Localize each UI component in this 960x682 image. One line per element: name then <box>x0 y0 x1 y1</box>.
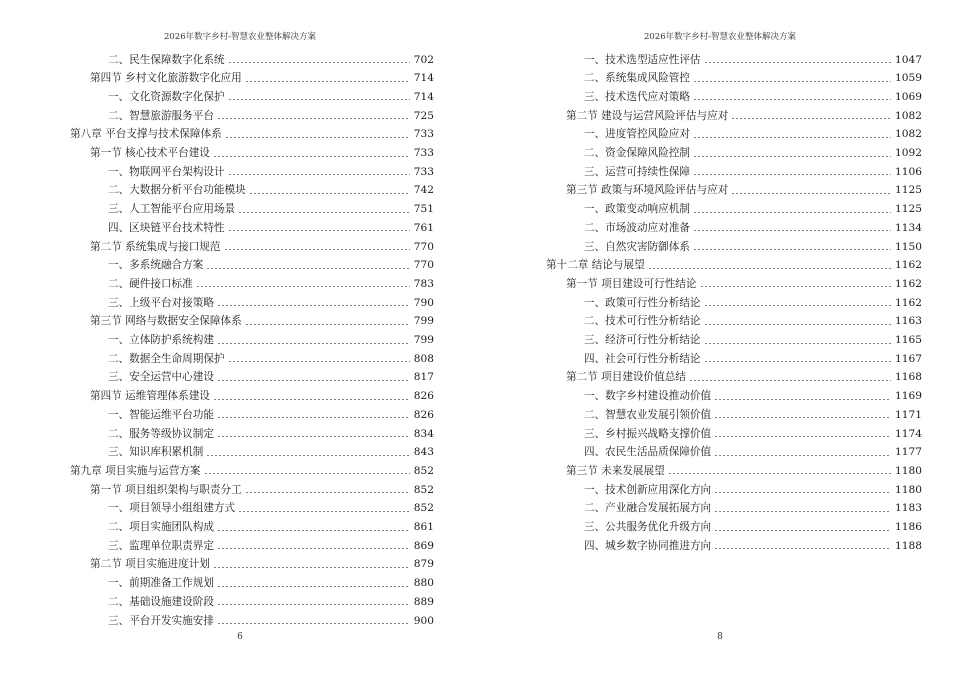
dot-leader <box>217 343 410 344</box>
toc-entry-title: 第九章 项目实施与运营方案 <box>70 464 201 477</box>
toc-entry-title: 三、上级平台对接策略 <box>108 296 214 309</box>
toc-entry-title: 一、智能运维平台功能 <box>108 408 214 421</box>
dot-leader <box>648 268 891 269</box>
toc-entry-title: 二、大数据分析平台功能模块 <box>108 184 246 197</box>
dot-leader <box>714 399 891 400</box>
toc-entry-title: 二、智慧农业发展引领价值 <box>584 408 712 421</box>
toc-entry[interactable] <box>108 403 434 422</box>
toc-entry-page: 1106 <box>895 165 922 178</box>
toc-entry[interactable] <box>108 572 434 591</box>
toc-entry-title: 一、前期准备工作规划 <box>108 577 214 590</box>
dot-leader <box>217 586 410 587</box>
page-number: 6 <box>237 632 243 642</box>
toc-entry-page: 852 <box>413 502 434 515</box>
toc-entry[interactable] <box>108 216 434 235</box>
dot-leader <box>249 193 410 194</box>
toc-entry[interactable] <box>108 441 434 460</box>
dot-leader <box>693 81 891 82</box>
toc-entry-page: 799 <box>413 334 434 347</box>
toc-entry[interactable] <box>584 198 922 217</box>
toc-entry-page: 1069 <box>895 90 922 103</box>
toc-entry-title: 三、公共服务优化升级方向 <box>584 521 712 534</box>
toc-entry[interactable] <box>108 534 434 553</box>
toc-entry-page: 900 <box>413 614 434 627</box>
toc-entry[interactable] <box>108 291 434 310</box>
dot-leader <box>714 436 891 437</box>
toc-entry-page: 714 <box>413 72 434 85</box>
dot-leader <box>217 417 410 418</box>
toc-entry-page: 1134 <box>895 221 922 234</box>
toc-entry-page: 1150 <box>895 240 922 253</box>
toc-entry-title: 一、政策可行性分析结论 <box>584 296 701 309</box>
dot-leader <box>693 137 891 138</box>
toc-entry-title: 一、数字乡村建设推动价值 <box>584 390 712 403</box>
toc-entry[interactable] <box>108 329 434 348</box>
dot-leader <box>225 137 410 138</box>
toc-entry-title: 第三节 未来发展展望 <box>566 464 665 477</box>
dot-leader <box>204 473 410 474</box>
toc-entry[interactable] <box>566 459 922 478</box>
toc-entry-title: 二、基础设施建设阶段 <box>108 595 214 608</box>
dot-leader <box>228 174 410 175</box>
toc-entry-title: 二、技术可行性分析结论 <box>584 315 701 328</box>
toc-entry-page: 733 <box>413 147 434 160</box>
toc-entry-page: 826 <box>413 408 434 421</box>
dot-leader <box>217 118 410 119</box>
toc-entry[interactable] <box>108 516 434 535</box>
toc-entry[interactable] <box>90 235 434 254</box>
toc-entry-page: 834 <box>413 427 434 440</box>
dot-leader <box>704 361 892 362</box>
page-number: 8 <box>717 632 723 642</box>
toc-entry-title: 第二节 建设与运营风险评估与应对 <box>566 109 729 122</box>
toc-entry-title: 三、技术迭代应对策略 <box>584 90 690 103</box>
toc-entry[interactable] <box>90 478 434 497</box>
toc-entry-page: 852 <box>413 483 434 496</box>
dot-leader <box>206 455 409 456</box>
toc-entry-page: 1162 <box>895 277 922 290</box>
toc-entry-title: 一、政策变动响应机制 <box>584 203 690 216</box>
toc-entry[interactable] <box>584 329 922 348</box>
dot-leader <box>689 380 891 381</box>
toc-entry-page: 799 <box>413 315 434 328</box>
toc-entry-page: 1047 <box>895 53 922 66</box>
toc-entry[interactable] <box>584 291 922 310</box>
toc-entry-title: 二、项目实施团队构成 <box>108 521 214 534</box>
toc-entry-title: 三、人工智能平台应用场景 <box>108 203 236 216</box>
toc-entry-page: 869 <box>413 539 434 552</box>
toc-entry-page: 733 <box>413 128 434 141</box>
dot-leader <box>224 249 410 250</box>
toc-entry[interactable] <box>584 48 922 67</box>
toc-entry[interactable] <box>584 67 922 86</box>
toc-entry[interactable] <box>584 347 922 366</box>
dot-leader <box>704 62 892 63</box>
toc-entry[interactable] <box>70 459 434 478</box>
dot-leader <box>213 567 410 568</box>
toc-entry-title: 三、监理单位职责界定 <box>108 539 214 552</box>
dot-leader <box>217 548 410 549</box>
toc-entry-page: 1092 <box>895 147 922 160</box>
toc-entry-title: 一、立体防护系统构建 <box>108 334 214 347</box>
dot-leader <box>213 399 410 400</box>
toc-entry-title: 三、经济可行性分析结论 <box>584 334 701 347</box>
toc-entry-page: 1082 <box>895 128 922 141</box>
toc-entry-page: 783 <box>413 277 434 290</box>
toc-entry-page: 808 <box>413 352 434 365</box>
toc-entry[interactable] <box>108 272 434 291</box>
toc-entry-page: 817 <box>413 371 434 384</box>
toc-entry[interactable] <box>584 534 922 553</box>
toc-entry-page: 702 <box>413 53 434 66</box>
toc-entry[interactable] <box>584 85 922 104</box>
toc-entry-page: 1082 <box>895 109 922 122</box>
toc-entry-page: 1183 <box>895 502 922 515</box>
dot-leader <box>693 156 891 157</box>
toc-entry-title: 第一节 核心技术平台建设 <box>90 147 210 160</box>
toc-entry-page: 1125 <box>895 203 922 216</box>
toc-entry-title: 四、农民生活品质保障价值 <box>584 446 712 459</box>
page-header: 2026年数字乡村-智慧农业整体解决方案 <box>643 32 796 42</box>
toc-entry-page: 880 <box>413 577 434 590</box>
toc-entry-page: 843 <box>413 446 434 459</box>
toc-entry-title: 一、项目领导小组组建方式 <box>108 502 236 515</box>
toc-entry-page: 826 <box>413 390 434 403</box>
dot-leader <box>693 99 891 100</box>
toc-entry[interactable] <box>108 254 434 273</box>
dot-leader <box>196 286 410 287</box>
toc-entry[interactable] <box>108 198 434 217</box>
dot-leader <box>213 156 410 157</box>
toc-entry-title: 第十二章 结论与展望 <box>546 259 645 272</box>
toc-entry-title: 四、社会可行性分析结论 <box>584 352 701 365</box>
dot-leader <box>731 193 891 194</box>
dot-leader <box>700 286 892 287</box>
dot-leader <box>693 174 891 175</box>
toc-entry-title: 三、乡村振兴战略支撑价值 <box>584 427 712 440</box>
toc-entry[interactable] <box>108 366 434 385</box>
dot-leader <box>714 530 891 531</box>
toc-entry-title: 二、数据全生命周期保护 <box>108 352 225 365</box>
toc-entry-title: 一、物联网平台架构设计 <box>108 165 225 178</box>
toc-entry[interactable] <box>108 497 434 516</box>
toc-entry[interactable] <box>108 609 434 628</box>
dot-leader <box>238 511 410 512</box>
toc-entry[interactable] <box>108 347 434 366</box>
toc-entry[interactable] <box>584 478 922 497</box>
toc-entry[interactable] <box>584 516 922 535</box>
toc-entry-title: 二、民生保障数字化系统 <box>108 53 225 66</box>
toc-entry-page: 751 <box>413 203 434 216</box>
toc-entry-title: 第一节 项目组织架构与职责分工 <box>90 483 242 496</box>
toc-entry[interactable] <box>584 142 922 161</box>
toc-entry-page: 879 <box>413 558 434 571</box>
toc-entry-page: 714 <box>413 90 434 103</box>
toc-entry[interactable] <box>584 123 922 142</box>
toc-entry-title: 一、技术创新应用深化方向 <box>584 483 712 496</box>
toc-entry-title: 第一节 项目建设可行性结论 <box>566 277 697 290</box>
toc-entry-title: 一、进度管控风险应对 <box>584 128 690 141</box>
dot-leader <box>217 604 410 605</box>
toc-entry[interactable] <box>90 67 434 86</box>
toc-entry-title: 三、知识库积累机制 <box>108 446 204 459</box>
toc-entry-title: 第二节 系统集成与接口规范 <box>90 240 221 253</box>
toc-entry[interactable] <box>566 179 922 198</box>
toc-entry-page: 1169 <box>895 390 922 403</box>
toc-entry[interactable] <box>584 403 922 422</box>
toc-entry-title: 第二节 项目建设价值总结 <box>566 371 686 384</box>
toc-entry-title: 二、系统集成风险管控 <box>584 72 690 85</box>
dot-leader <box>714 417 891 418</box>
toc-entry[interactable] <box>584 310 922 329</box>
dot-leader <box>217 530 410 531</box>
toc-entry[interactable] <box>108 85 434 104</box>
toc-entry-page: 1162 <box>895 259 922 272</box>
dot-leader <box>217 623 410 624</box>
toc-entry[interactable] <box>70 123 434 142</box>
toc-entry[interactable] <box>90 385 434 404</box>
toc-entry-title: 二、服务等级协议制定 <box>108 427 214 440</box>
dot-leader <box>693 230 891 231</box>
toc-entry-page: 733 <box>413 165 434 178</box>
dot-leader <box>731 118 891 119</box>
dot-leader <box>714 548 891 549</box>
toc-entry-page: 889 <box>413 595 434 608</box>
toc-entry-page: 1165 <box>895 334 922 347</box>
toc-entry-title: 三、自然灾害防御体系 <box>584 240 690 253</box>
dot-leader <box>693 212 891 213</box>
toc-entry-page: 1167 <box>895 352 922 365</box>
toc-entry[interactable] <box>108 422 434 441</box>
toc-entry-page: 1171 <box>895 408 922 421</box>
toc-entry-title: 二、资金保障风险控制 <box>584 147 690 160</box>
toc-entry[interactable] <box>90 310 434 329</box>
dot-leader <box>714 511 891 512</box>
toc-entry[interactable] <box>90 553 434 572</box>
toc-entry-title: 第八章 平台支撑与技术保障体系 <box>70 128 222 141</box>
toc-entry-page: 1174 <box>895 427 922 440</box>
toc-entry[interactable] <box>108 590 434 609</box>
dot-leader <box>217 436 410 437</box>
toc-entry[interactable] <box>566 366 922 385</box>
toc-entry-title: 二、产业融合发展拓展方向 <box>584 502 712 515</box>
toc-entry-page: 1186 <box>895 521 922 534</box>
toc-entry-page: 742 <box>413 184 434 197</box>
dot-leader <box>704 343 892 344</box>
toc-entry[interactable] <box>584 385 922 404</box>
toc-entry-page: 1188 <box>895 539 922 552</box>
toc-entry-title: 第二节 项目实施进度计划 <box>90 558 210 571</box>
toc-entry[interactable] <box>566 104 922 123</box>
dot-leader <box>217 380 410 381</box>
toc-entry-page: 1162 <box>895 296 922 309</box>
dot-leader <box>228 62 410 63</box>
dot-leader <box>228 99 410 100</box>
toc-entry[interactable] <box>584 216 922 235</box>
toc-entry-title: 三、安全运营中心建设 <box>108 371 214 384</box>
toc-entry-page: 1059 <box>895 72 922 85</box>
toc-entry[interactable] <box>584 235 922 254</box>
toc-entry-page: 770 <box>413 259 434 272</box>
toc-entry-title: 二、硬件接口标准 <box>108 277 193 290</box>
toc-entry-page: 1168 <box>895 371 922 384</box>
dot-leader <box>714 455 891 456</box>
toc-entry[interactable] <box>566 272 922 291</box>
toc-entry[interactable] <box>108 160 434 179</box>
toc-entry[interactable] <box>108 179 434 198</box>
toc-entry[interactable] <box>108 48 434 67</box>
toc-entry-page: 1180 <box>895 464 922 477</box>
toc-entry-page: 761 <box>413 221 434 234</box>
dot-leader <box>693 249 891 250</box>
toc-entry-page: 790 <box>413 296 434 309</box>
toc-entry-title: 一、多系统融合方案 <box>108 259 204 272</box>
dot-leader <box>228 230 410 231</box>
toc-entry[interactable] <box>546 254 922 273</box>
toc-entry-page: 852 <box>413 464 434 477</box>
toc-entry-page: 770 <box>413 240 434 253</box>
dot-leader <box>704 324 892 325</box>
toc-entry-title: 一、文化资源数字化保护 <box>108 90 225 103</box>
toc-entry-title: 三、平台开发实施安排 <box>108 614 214 627</box>
toc-entry-page: 1125 <box>895 184 922 197</box>
dot-leader <box>228 361 410 362</box>
toc-entry[interactable] <box>584 160 922 179</box>
dot-leader <box>668 473 891 474</box>
toc-entry[interactable] <box>584 441 922 460</box>
toc-entry-title: 一、技术选型适应性评估 <box>584 53 701 66</box>
toc-entry-title: 第四节 运维管理体系建设 <box>90 390 210 403</box>
dot-leader <box>217 305 410 306</box>
toc-page-right <box>480 0 960 682</box>
toc-entry[interactable] <box>584 497 922 516</box>
dot-leader <box>704 305 892 306</box>
toc-entry-title: 第三节 政策与环境风险评估与应对 <box>566 184 729 197</box>
dot-leader <box>245 81 410 82</box>
toc-entry-title: 二、市场波动应对准备 <box>584 221 690 234</box>
toc-entry[interactable] <box>108 104 434 123</box>
toc-entry-page: 1163 <box>895 315 922 328</box>
dot-leader <box>206 268 409 269</box>
toc-entry-page: 861 <box>413 521 434 534</box>
dot-leader <box>714 492 891 493</box>
toc-entry-title: 四、区块链平台技术特性 <box>108 221 225 234</box>
toc-entry[interactable] <box>90 142 434 161</box>
dot-leader <box>238 212 410 213</box>
toc-entry-title: 二、智慧旅游服务平台 <box>108 109 214 122</box>
toc-entry-title: 四、城乡数字协同推进方向 <box>584 539 712 552</box>
toc-entry[interactable] <box>584 422 922 441</box>
toc-entry-title: 三、运营可持续性保障 <box>584 165 690 178</box>
toc-entry-page: 1180 <box>895 483 922 496</box>
dot-leader <box>245 492 410 493</box>
dot-leader <box>245 324 410 325</box>
toc-entry-title: 第四节 乡村文化旅游数字化应用 <box>90 72 242 85</box>
toc-entry-page: 1177 <box>895 446 922 459</box>
toc-entry-title: 第三节 网络与数据安全保障体系 <box>90 315 242 328</box>
toc-entry-page: 725 <box>413 109 434 122</box>
page-header: 2026年数字乡村-智慧农业整体解决方案 <box>163 32 316 42</box>
